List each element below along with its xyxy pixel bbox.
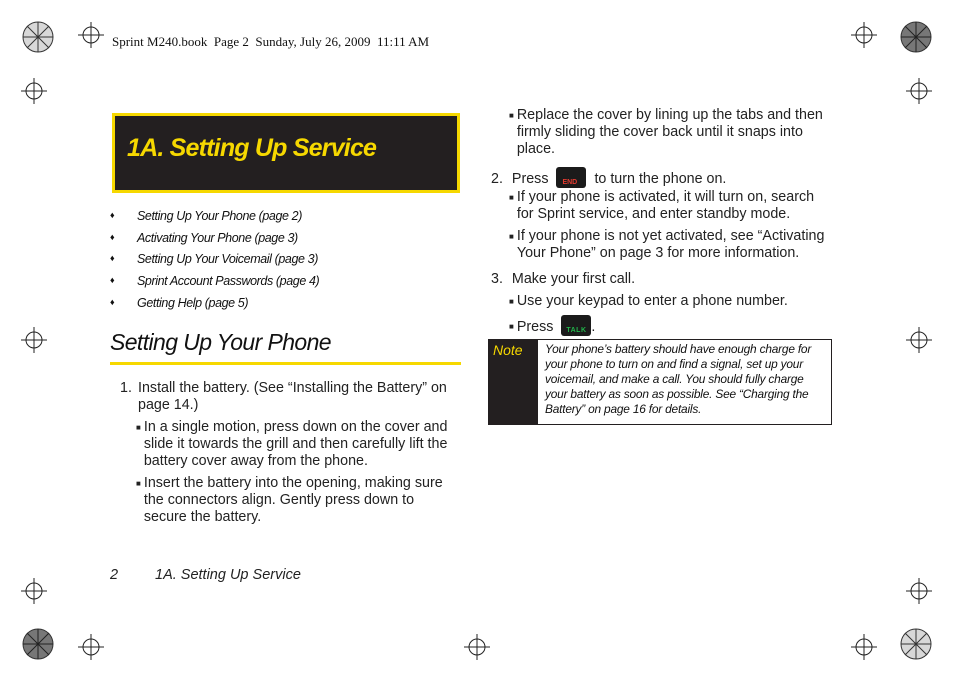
toc-item[interactable]: ♦ Sprint Account Passwords (page 4) bbox=[110, 274, 320, 289]
square-bullet-icon: ■ bbox=[509, 193, 514, 202]
diamond-bullet-icon: ♦ bbox=[110, 253, 115, 264]
registration-crosshair-left-mid bbox=[21, 327, 47, 353]
diamond-bullet-icon: ♦ bbox=[110, 231, 115, 242]
square-bullet-icon: ■ bbox=[509, 322, 514, 331]
note-label: Note bbox=[493, 342, 523, 358]
chapter-title-box bbox=[112, 113, 460, 193]
registration-crosshair-top-left bbox=[78, 22, 104, 48]
registration-crosshair-right-mid bbox=[906, 327, 932, 353]
note-text: Your phone’s battery should have enough charge for your phone to turn on and find a signal, set up your voicemail, and make a call. You should fully charge your battery as soon as possible. See “Charging the Battery” on page 16 for details. bbox=[545, 342, 812, 416]
section-title: Setting Up Your Phone bbox=[110, 329, 331, 355]
bullet-item: ■ Replace the cover by lining up the tabs and then firmly sliding the cover back until it snaps into place. bbox=[509, 107, 823, 157]
note-box bbox=[488, 339, 832, 425]
step-2: 2. Press END to turn the phone on. bbox=[491, 167, 831, 188]
step-number: 1. bbox=[120, 380, 132, 396]
color-target-top-left bbox=[22, 21, 54, 53]
note-label-column bbox=[489, 340, 538, 424]
square-bullet-icon: ■ bbox=[509, 111, 514, 120]
bullet-item: ■ If your phone is not yet activated, see “Activating Your Phone” on page 3 for more information. bbox=[509, 228, 825, 261]
color-target-top-right bbox=[900, 21, 932, 53]
square-bullet-icon: ■ bbox=[136, 479, 141, 488]
step-text: Install the battery. (See “Installing the Battery” on page 14.) bbox=[138, 380, 447, 413]
end-key-icon: END bbox=[556, 167, 586, 188]
step-3: 3. Make your first call. bbox=[491, 271, 636, 287]
toc-item[interactable]: ♦ Getting Help (page 5) bbox=[110, 295, 249, 310]
square-bullet-icon: ■ bbox=[136, 423, 141, 432]
page-number: 2 bbox=[110, 567, 119, 583]
registration-crosshair-left-upper bbox=[21, 78, 47, 104]
step-number: 3. bbox=[491, 271, 503, 287]
square-bullet-icon: ■ bbox=[509, 232, 514, 241]
diamond-bullet-icon: ♦ bbox=[110, 296, 115, 307]
diamond-bullet-icon: ♦ bbox=[110, 275, 115, 286]
print-header: Sprint M240.book Page 2 Sunday, July 26, 2009 11:11 AM bbox=[112, 34, 430, 49]
toc-item[interactable]: ♦ Setting Up Your Voicemail (page 3) bbox=[110, 252, 318, 267]
registration-crosshair-right-lower bbox=[906, 578, 932, 604]
bullet-item: ■ Press TALK . bbox=[509, 315, 834, 336]
square-bullet-icon: ■ bbox=[509, 297, 514, 306]
registration-crosshair-bottom-right bbox=[851, 634, 877, 660]
color-target-bottom-left bbox=[22, 628, 54, 660]
registration-crosshair-left-lower bbox=[21, 578, 47, 604]
diamond-bullet-icon: ♦ bbox=[110, 210, 115, 220]
step-number: 2. bbox=[491, 171, 503, 187]
chapter-toc bbox=[110, 208, 450, 316]
registration-crosshair-bottom-center bbox=[464, 634, 490, 660]
registration-crosshair-bottom-left bbox=[78, 634, 104, 660]
registration-crosshair-right-upper bbox=[906, 78, 932, 104]
toc-item[interactable]: ♦ Setting Up Your Phone (page 2) bbox=[110, 209, 302, 223]
toc-item[interactable]: ♦ Activating Your Phone (page 3) bbox=[110, 230, 298, 245]
bullet-item: ■ In a single motion, press down on the cover and slide it towards the grill and then carefully lift the battery cover away from the phone. bbox=[136, 419, 448, 469]
footer-chapter-title: 1A. Setting Up Service bbox=[155, 567, 301, 583]
section-divider bbox=[110, 362, 461, 365]
step-1 bbox=[118, 380, 453, 414]
color-target-bottom-right bbox=[900, 628, 932, 660]
bullet-item: ■ Insert the battery into the opening, making sure the connectors align. Gently press down to secure the battery. bbox=[136, 475, 443, 525]
talk-key-icon: TALK bbox=[561, 315, 591, 336]
bullet-item: ■ Use your keypad to enter a phone number. bbox=[509, 293, 788, 309]
bullet-item: ■ If your phone is activated, it will turn on, search for Sprint service, and enter standby mode. bbox=[509, 189, 815, 222]
registration-crosshair-top-right bbox=[851, 22, 877, 48]
chapter-title: 1A. Setting Up Service bbox=[127, 134, 377, 162]
